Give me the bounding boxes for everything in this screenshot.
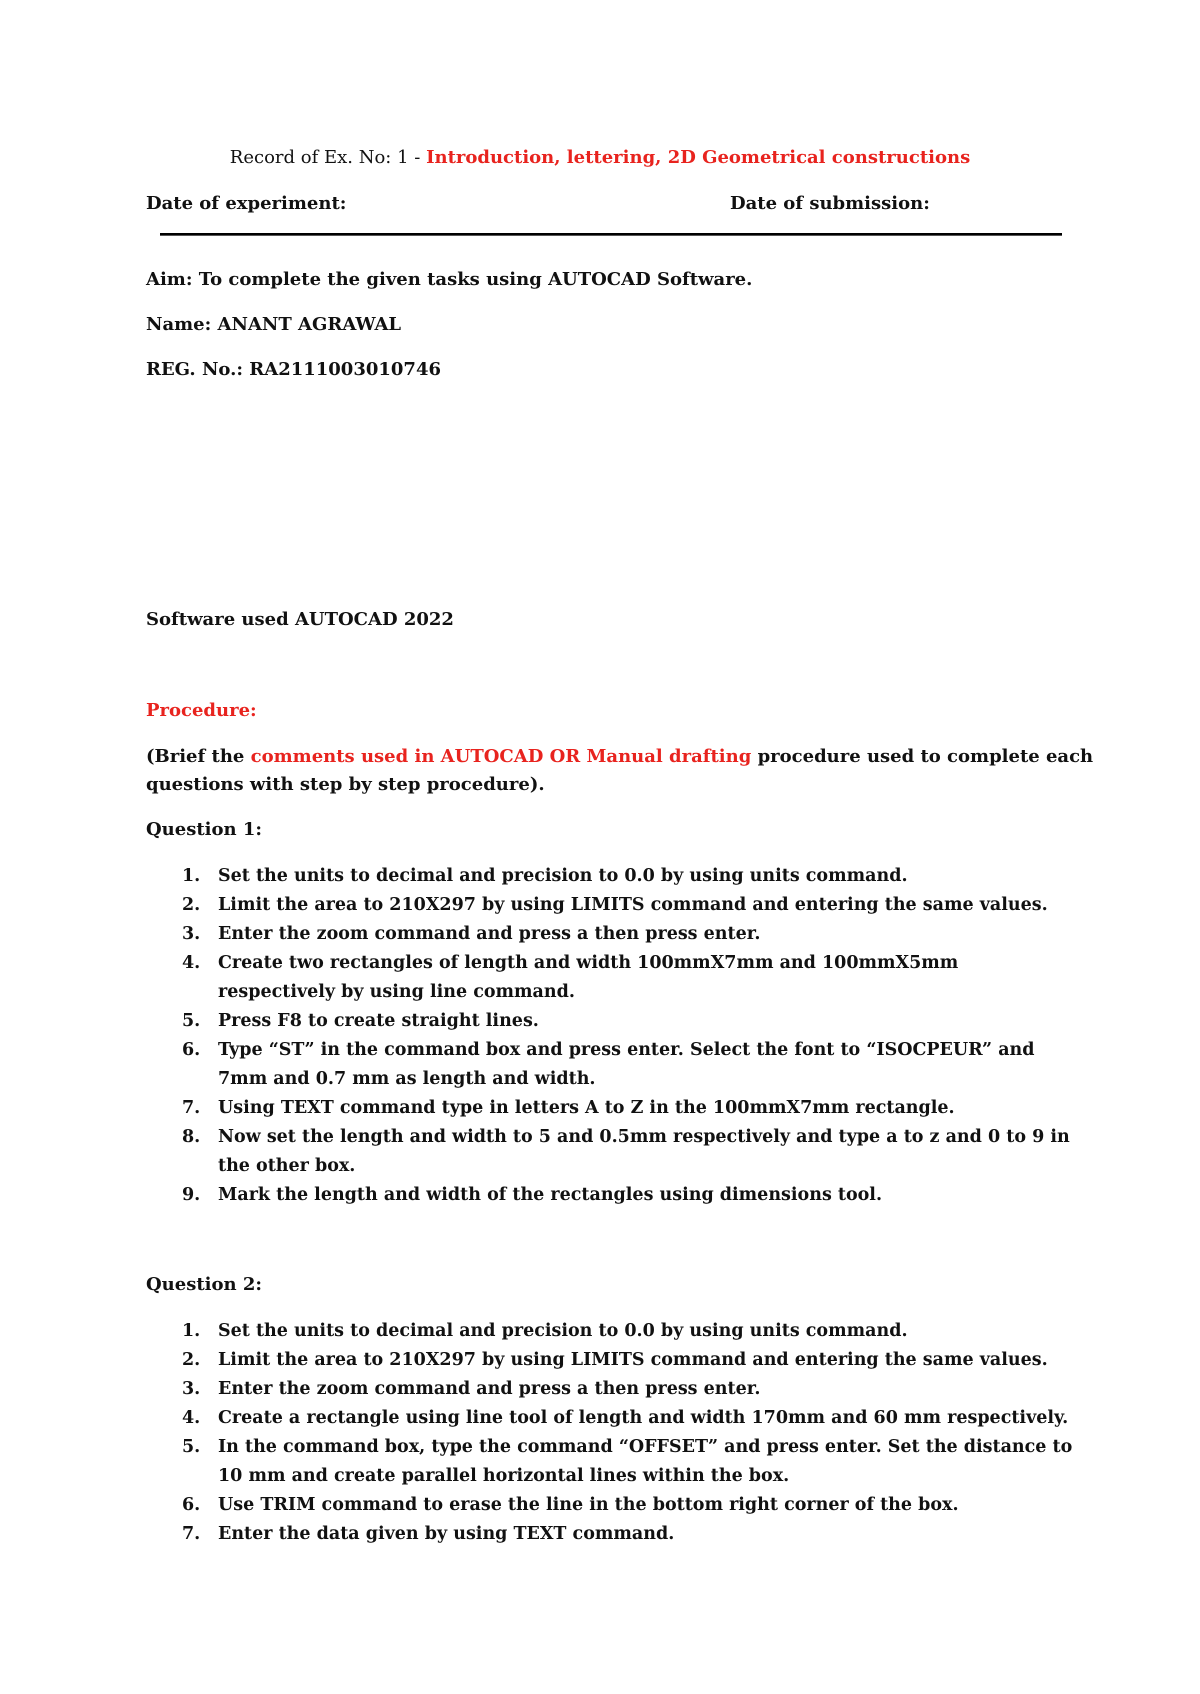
list-item-number: 4. [182, 953, 201, 973]
list-item [146, 1520, 1076, 1549]
list-item-text: Now set the length and width to 5 and 0.5mm respectively and type a to z and 0 to 9 in the other box. [218, 1127, 1070, 1176]
list-item-number: 9. [182, 1185, 201, 1205]
list-item [146, 862, 1076, 891]
list-item [146, 920, 1076, 949]
list-item [146, 1433, 1076, 1491]
list-item-number: 1. [182, 1321, 201, 1341]
list-item-text: Create a rectangle using line tool of length and width 170mm and 60 mm respectively. [218, 1408, 1069, 1428]
list-item-text: Enter the data given by using TEXT command. [218, 1524, 675, 1544]
software-line: Software used AUTOCAD 2022 [146, 609, 454, 630]
list-item [146, 1123, 1076, 1181]
list-item-number: 2. [182, 1350, 201, 1370]
list-item [146, 891, 1076, 920]
list-item-number: 4. [182, 1408, 201, 1428]
list-item-text: Type “ST” in the command box and press enter. Select the font to “ISOCPEUR” and 7mm and 0.7 mm as length and width. [218, 1040, 1035, 1089]
list-item-number: 5. [182, 1437, 201, 1457]
list-item [146, 1375, 1076, 1404]
aim-line: Aim: To complete the given tasks using AUTOCAD Software. [146, 269, 753, 290]
date-of-experiment-label: Date of experiment: [146, 193, 347, 214]
list-item-number: 3. [182, 1379, 201, 1399]
list-item-number: 7. [182, 1098, 201, 1118]
list-item [146, 1317, 1076, 1346]
date-of-submission-label: Date of submission: [730, 193, 930, 214]
list-item-text: Press F8 to create straight lines. [218, 1011, 539, 1031]
list-item [146, 1491, 1076, 1520]
list-item-text: Enter the zoom command and press a then press enter. [218, 1379, 761, 1399]
list-item [146, 1346, 1076, 1375]
title-topic: Introduction, lettering, 2D Geometrical constructions [426, 147, 971, 168]
list-item-text: In the command box, type the command “OFFSET” and press enter. Set the distance to 10 mm and create parallel horizontal lines within the box. [218, 1437, 1073, 1486]
question-1-heading: Question 1: [146, 819, 263, 840]
list-item-text: Using TEXT command type in letters A to Z in the 100mmX7mm rectangle. [218, 1098, 955, 1118]
list-item [146, 1007, 1076, 1036]
list-item [146, 1036, 1076, 1094]
list-item-number: 7. [182, 1524, 201, 1544]
list-item [146, 949, 1076, 1007]
list-item-text: Limit the area to 210X297 by using LIMITS command and entering the same values. [218, 895, 1048, 915]
list-item-number: 6. [182, 1495, 201, 1515]
list-item-number: 8. [182, 1127, 201, 1147]
list-item-number: 3. [182, 924, 201, 944]
reg-no-line: REG. No.: RA2111003010746 [146, 359, 442, 380]
name-line: Name: ANANT AGRAWAL [146, 314, 402, 335]
list-item-text: Create two rectangles of length and width 100mmX7mm and 100mmX5mm respectively by using line command. [218, 953, 959, 1002]
list-item-text: Enter the zoom command and press a then press enter. [218, 924, 761, 944]
list-item-text: Set the units to decimal and precision to 0.0 by using units command. [218, 866, 908, 886]
header-divider-shadow [160, 235, 1062, 236]
list-item-number: 2. [182, 895, 201, 915]
brief-highlight: comments used in AUTOCAD OR Manual drafting [250, 746, 752, 767]
list-item-text: Set the units to decimal and precision to 0.0 by using units command. [218, 1321, 908, 1341]
list-item-text: Limit the area to 210X297 by using LIMITS command and entering the same values. [218, 1350, 1048, 1370]
procedure-heading: Procedure: [146, 700, 257, 721]
list-item-text: Mark the length and width of the rectangles using dimensions tool. [218, 1185, 883, 1205]
list-item [146, 1181, 1076, 1210]
list-item-number: 6. [182, 1040, 201, 1060]
question-2-steps [146, 1317, 1076, 1549]
question-2-heading: Question 2: [146, 1274, 263, 1295]
procedure-brief-line-1 [146, 745, 1093, 769]
list-item-number: 5. [182, 1011, 201, 1031]
brief-rest: procedure used to complete each [751, 746, 1094, 767]
list-item [146, 1094, 1076, 1123]
title-prefix: Record of Ex. No: 1 - [229, 147, 427, 168]
procedure-brief-line-2: questions with step by step procedure). [146, 774, 545, 795]
brief-open: (Brief the [146, 746, 251, 767]
list-item-number: 1. [182, 866, 201, 886]
question-1-steps [146, 862, 1076, 1210]
list-item-text: Use TRIM command to erase the line in the bottom right corner of the box. [218, 1495, 959, 1515]
list-item [146, 1404, 1076, 1433]
record-title [0, 146, 1200, 170]
